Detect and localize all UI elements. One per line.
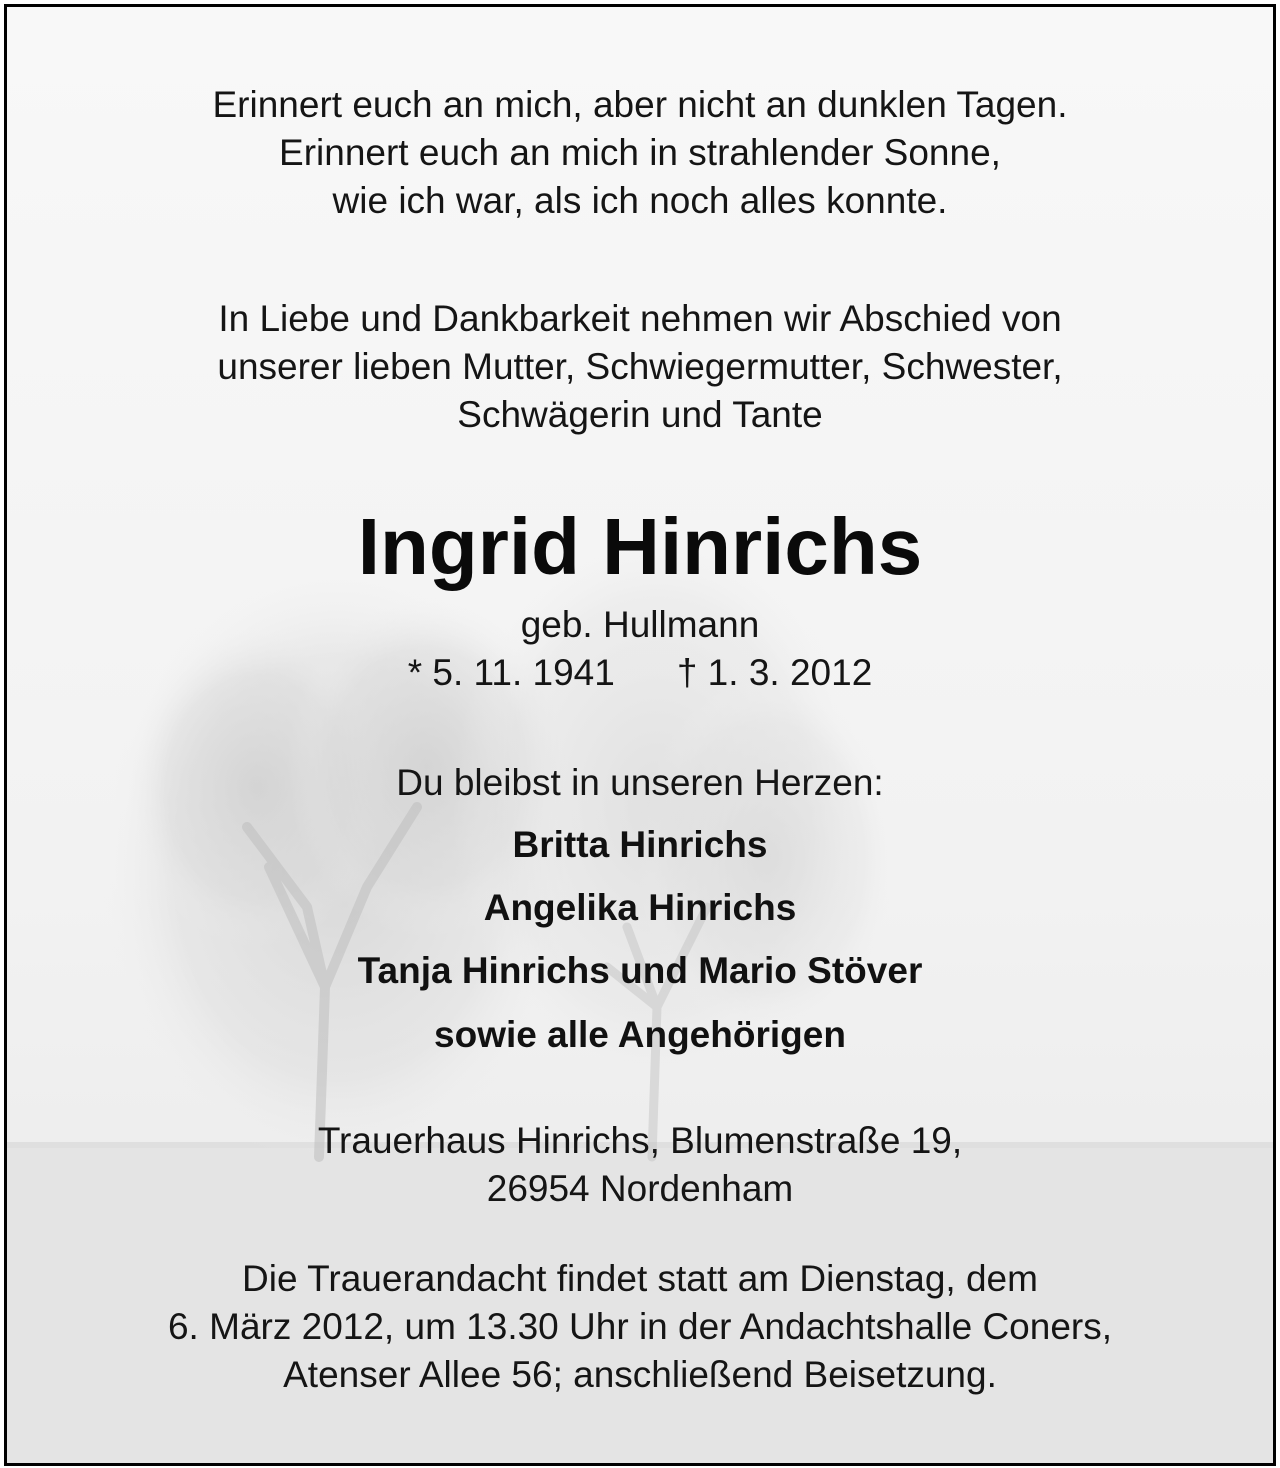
maiden-name: geb. Hullmann xyxy=(520,604,760,645)
mourner-4: sowie alle Angehörigen xyxy=(434,1014,846,1055)
poem-line-1: Erinnert euch an mich, aber nicht an dunklen Tagen. xyxy=(212,84,1068,125)
mourners-heading: Du bleibst in unseren Herzen: xyxy=(396,762,884,803)
address-line-1: Trauerhaus Hinrichs, Blumenstraße 19, xyxy=(317,1120,963,1161)
mourner-3: Tanja Hinrichs und Mario Stöver xyxy=(357,950,923,991)
life-dates xyxy=(7,649,1273,697)
mourner-2: Angelika Hinrichs xyxy=(483,887,797,928)
service-line-3: Atenser Allee 56; anschließend Beisetzung. xyxy=(283,1354,997,1395)
birth-date: * 5. 11. 1941 xyxy=(407,652,615,693)
address-line-2: 26954 Nordenham xyxy=(486,1168,794,1209)
obituary-content xyxy=(7,7,1273,1463)
intro-line-1: In Liebe und Dankbarkeit nehmen wir Abschied von xyxy=(218,298,1062,339)
death-date: † 1. 3. 2012 xyxy=(676,652,873,693)
service-line-1: Die Trauerandacht findet statt am Dienstag, dem xyxy=(242,1258,1038,1299)
poem-line-2: Erinnert euch an mich in strahlender Sonne, xyxy=(279,132,1001,173)
poem-line-3: wie ich war, als ich noch alles konnte. xyxy=(332,180,948,221)
mourner-1: Britta Hinrichs xyxy=(512,824,768,865)
obituary-frame xyxy=(4,4,1276,1466)
intro-line-3: Schwägerin und Tante xyxy=(457,394,823,435)
deceased-name: Ingrid Hinrichs xyxy=(357,502,923,591)
service-line-2: 6. März 2012, um 13.30 Uhr in der Andachtshalle Coners, xyxy=(167,1306,1113,1347)
intro-line-2: unserer lieben Mutter, Schwiegermutter, Schwester, xyxy=(217,346,1063,387)
